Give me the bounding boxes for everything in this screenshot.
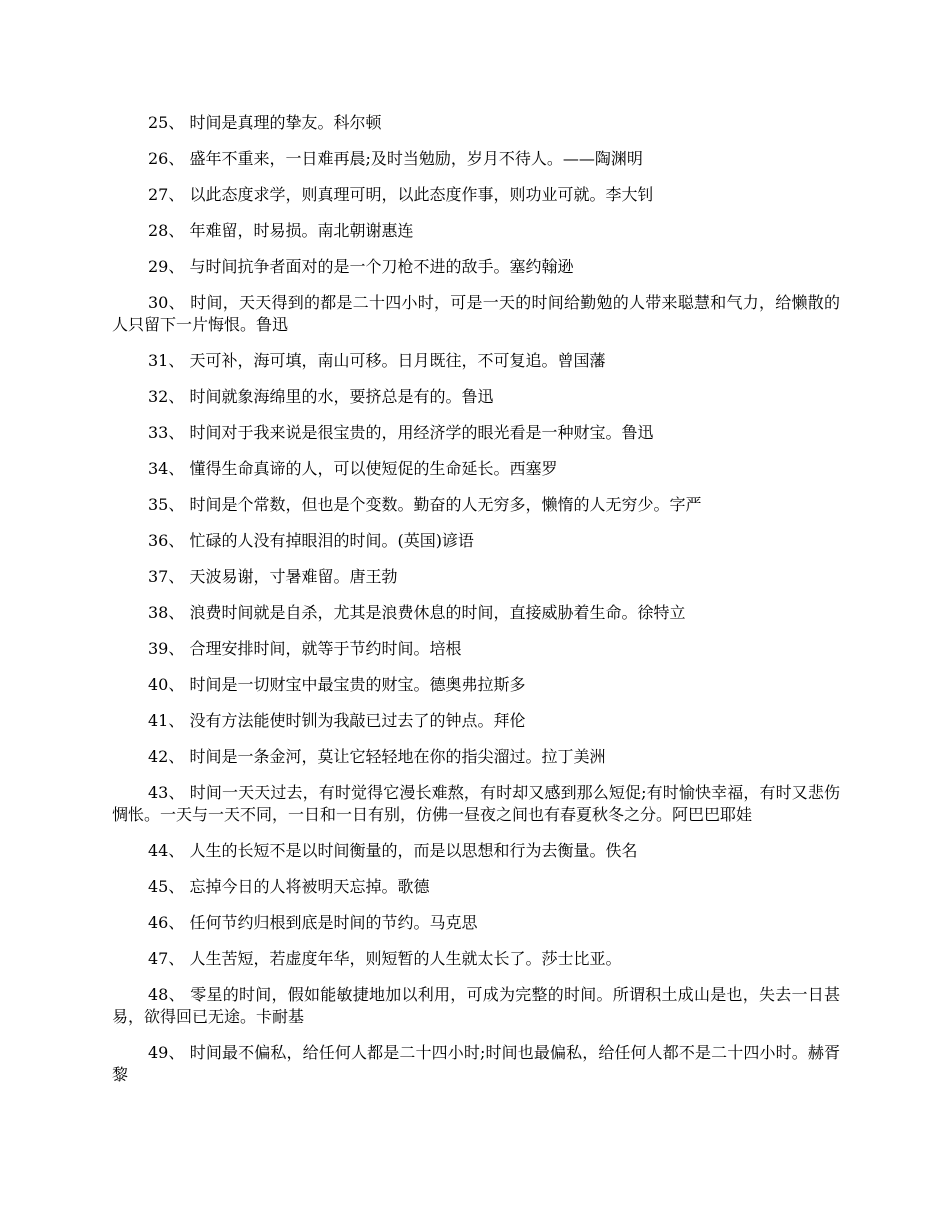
- quote-26: 26、 盛年不重来，一日难再晨;及时当勉励，岁月不待人。——陶渊明: [148, 149, 643, 168]
- quote-30: 30、 时间，天天得到的都是二十四小时，可是一天的时间给勤勉的人带来聪慧和气力，给懒散的人只留下一片悔恨。鲁迅: [112, 293, 840, 334]
- quote-45: 45、 忘掉今日的人将被明天忘掉。歌德: [148, 877, 430, 896]
- quote-29: 29、 与时间抗争者面对的是一个刀枪不进的敌手。塞约翰逊: [148, 257, 574, 276]
- quote-27: 27、 以此态度求学，则真理可明，以此态度作事，则功业可就。李大钊: [148, 185, 654, 204]
- quote-48: 48、 零星的时间，假如能敏捷地加以利用，可成为完整的时间。所谓积土成山是也，失去一日甚易，欲得回已无途。卡耐基: [112, 985, 840, 1026]
- quote-28: 28、 年难留，时易损。南北朝谢惠连: [148, 221, 414, 240]
- quote-31: 31、 天可补，海可填，南山可移。日月既往，不可复追。曾国藩: [148, 351, 606, 370]
- quote-41: 41、 没有方法能使时钏为我敲已过去了的钟点。拜伦: [148, 711, 526, 730]
- quote-38: 38、 浪费时间就是自杀，尤其是浪费休息的时间，直接威胁着生命。徐特立: [148, 603, 686, 622]
- quote-list: [112, 112, 840, 1100]
- quote-35: 35、 时间是个常数，但也是个变数。勤奋的人无穷多，懒惰的人无穷少。字严: [148, 495, 702, 514]
- quote-46: 46、 任何节约归根到底是时间的节约。马克思: [148, 913, 478, 932]
- quote-47: 47、 人生苦短，若虚度年华，则短暂的人生就太长了。莎士比亚。: [148, 949, 622, 968]
- quote-39: 39、 合理安排时间，就等于节约时间。培根: [148, 639, 462, 658]
- quote-44: 44、 人生的长短不是以时间衡量的，而是以思想和行为去衡量。佚名: [148, 841, 638, 860]
- quote-36: 36、 忙碌的人没有掉眼泪的时间。(英国)谚语: [148, 531, 474, 550]
- quote-34: 34、 懂得生命真谛的人，可以使短促的生命延长。西塞罗: [148, 459, 558, 478]
- quote-43: 43、 时间一天天过去，有时觉得它漫长难熬，有时却又感到那么短促;有时愉快幸福，有时又悲伤惆怅。一天与一天不同，一日和一日有别，仿佛一昼夜之间也有春夏秋冬之分。阿巴巴耶娃: [112, 783, 840, 824]
- quote-33: 33、 时间对于我来说是很宝贵的，用经济学的眼光看是一种财宝。鲁迅: [148, 423, 654, 442]
- quote-49: 49、 时间最不偏私，给任何人都是二十四小时;时间也最偏私，给任何人都不是二十四小时。赫胥黎: [112, 1043, 840, 1084]
- quote-40: 40、 时间是一切财宝中最宝贵的财宝。德奥弗拉斯多: [148, 675, 526, 694]
- quote-32: 32、 时间就象海绵里的水，要挤总是有的。鲁迅: [148, 387, 494, 406]
- quote-42: 42、 时间是一条金河，莫让它轻轻地在你的指尖溜过。拉丁美洲: [148, 747, 606, 766]
- quote-37: 37、 天波易谢，寸暑难留。唐王勃: [148, 567, 398, 586]
- quote-25: 25、 时间是真理的挚友。科尔顿: [148, 113, 382, 132]
